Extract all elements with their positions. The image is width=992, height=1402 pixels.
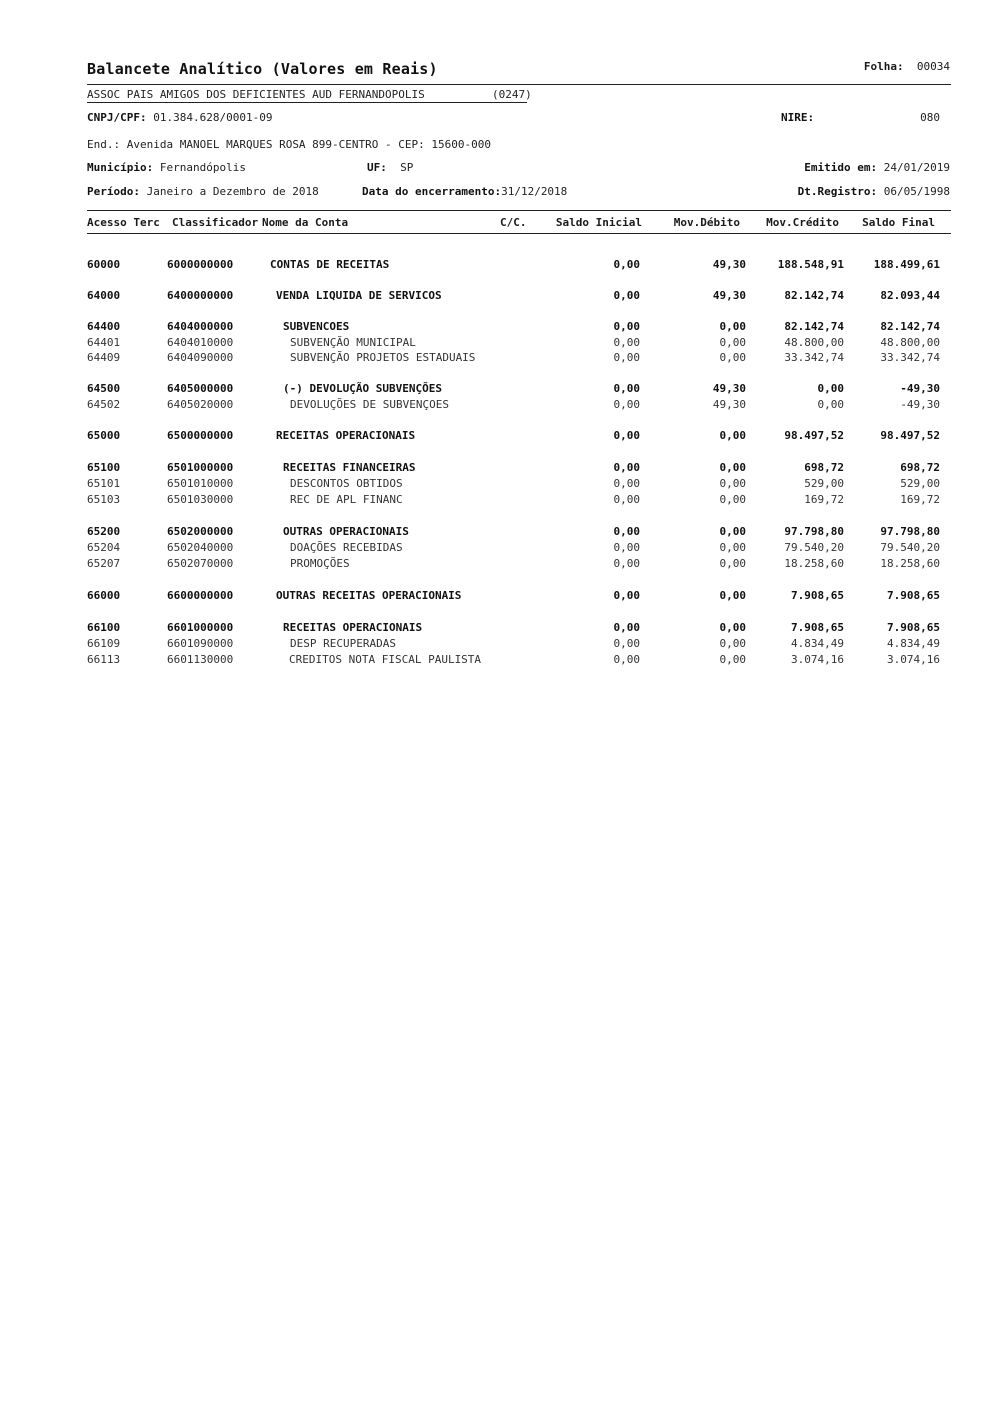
municipio-label: Município: — [87, 161, 154, 174]
registro-line — [798, 185, 950, 198]
municipio-line — [87, 161, 246, 174]
cell-acesso: 60000 — [87, 258, 121, 271]
table-rule-top — [87, 210, 951, 211]
table-row — [0, 525, 992, 541]
cell-mov-debito: 0,00 — [719, 653, 746, 666]
cell-mov-credito: 4.834,49 — [791, 637, 844, 650]
cell-mov-debito: 0,00 — [719, 320, 746, 333]
cell-nome: DESP RECUPERADAS — [290, 637, 396, 650]
cell-saldo-final: 7.908,65 — [887, 589, 940, 602]
table-row — [0, 429, 992, 445]
uf-label: UF: — [367, 161, 387, 174]
cell-classificador: 6404010000 — [167, 336, 234, 349]
cell-acesso: 64500 — [87, 382, 121, 395]
folha-value: 00034 — [916, 60, 950, 73]
cell-classificador: 6601090000 — [167, 637, 234, 650]
col-saldo-inicial: Saldo Inicial — [555, 216, 642, 229]
entity-code: (0247) — [492, 88, 532, 101]
cell-acesso: 65103 — [87, 493, 121, 506]
cell-nome: CREDITOS NOTA FISCAL PAULISTA — [289, 653, 482, 666]
cell-mov-debito: 0,00 — [719, 525, 746, 538]
address-label: End.: — [87, 138, 121, 151]
cell-classificador: 6601130000 — [167, 653, 234, 666]
cell-acesso: 65100 — [87, 461, 121, 474]
cell-acesso: 65200 — [87, 525, 121, 538]
cell-saldo-inicial: 0,00 — [613, 589, 640, 602]
folha-label: Folha: — [863, 60, 904, 73]
address-line — [87, 138, 491, 151]
cell-saldo-inicial: 0,00 — [613, 557, 640, 570]
cell-saldo-final: 98.497,52 — [880, 429, 940, 442]
table-row — [0, 637, 992, 653]
cell-nome: SUBVENÇÃO PROJETOS ESTADUAIS — [290, 351, 476, 364]
table-row — [0, 258, 992, 274]
cell-mov-debito: 0,00 — [719, 351, 746, 364]
cell-classificador: 6000000000 — [167, 258, 234, 271]
cell-classificador: 6600000000 — [167, 589, 234, 602]
cell-saldo-inicial: 0,00 — [613, 336, 640, 349]
uf-value: SP — [400, 161, 414, 174]
nire-value: 080 — [920, 111, 940, 124]
cell-mov-debito: 0,00 — [719, 557, 746, 570]
cell-mov-debito: 0,00 — [719, 541, 746, 554]
cell-classificador: 6501000000 — [167, 461, 234, 474]
cell-mov-debito: 0,00 — [719, 637, 746, 650]
cell-classificador: 6400000000 — [167, 289, 234, 302]
report-title: Balancete Analítico (Valores em Reais) — [87, 60, 438, 78]
table-row — [0, 320, 992, 336]
cell-saldo-inicial: 0,00 — [613, 382, 640, 395]
cell-acesso: 64502 — [87, 398, 121, 411]
emitido-label: Emitido em: — [804, 161, 878, 174]
cell-mov-credito: 7.908,65 — [791, 589, 844, 602]
cell-nome: RECEITAS OPERACIONAIS — [283, 621, 423, 634]
cell-mov-credito: 82.142,74 — [784, 289, 844, 302]
cell-classificador: 6500000000 — [167, 429, 234, 442]
cell-classificador: 6502070000 — [167, 557, 234, 570]
cell-nome: DEVOLUÇÕES DE SUBVENÇOES — [290, 398, 449, 411]
cell-saldo-inicial: 0,00 — [613, 461, 640, 474]
cell-saldo-inicial: 0,00 — [613, 493, 640, 506]
cell-acesso: 66100 — [87, 621, 121, 634]
cell-saldo-final: 18.258,60 — [880, 557, 940, 570]
cell-mov-credito: 48.800,00 — [784, 336, 844, 349]
encerramento-line — [362, 185, 567, 198]
cell-acesso: 66109 — [87, 637, 121, 650]
cell-saldo-inicial: 0,00 — [613, 289, 640, 302]
cell-nome: RECEITAS OPERACIONAIS — [276, 429, 416, 442]
cell-nome: DOAÇÕES RECEBIDAS — [290, 541, 403, 554]
emitido-line — [804, 161, 950, 174]
col-mov-debito: Mov.Débito — [673, 216, 740, 229]
table-row — [0, 289, 992, 305]
cell-mov-debito: 0,00 — [719, 589, 746, 602]
cell-acesso: 66113 — [87, 653, 121, 666]
col-saldo-final: Saldo Final — [862, 216, 935, 229]
cell-mov-credito: 7.908,65 — [791, 621, 844, 634]
nire-label: NIRE: — [781, 111, 815, 124]
cell-saldo-final: 3.074,16 — [887, 653, 940, 666]
cell-mov-credito: 18.258,60 — [784, 557, 844, 570]
table-row — [0, 398, 992, 414]
cell-saldo-inicial: 0,00 — [613, 320, 640, 333]
periodo-value: Janeiro a Dezembro de 2018 — [146, 185, 319, 198]
cnpj-line — [87, 111, 272, 124]
uf-line — [367, 161, 413, 174]
cell-saldo-inicial: 0,00 — [613, 398, 640, 411]
cell-saldo-final: -49,30 — [900, 398, 940, 411]
cell-saldo-final: 169,72 — [900, 493, 940, 506]
cell-mov-debito: 0,00 — [719, 477, 746, 490]
cell-nome: PROMOÇÕES — [290, 557, 350, 570]
table-row — [0, 477, 992, 493]
cell-mov-debito: 49,30 — [712, 258, 746, 271]
periodo-label: Período: — [87, 185, 140, 198]
cell-mov-debito: 49,30 — [712, 289, 746, 302]
cell-classificador: 6501030000 — [167, 493, 234, 506]
table-row — [0, 382, 992, 398]
entity-underline — [87, 102, 527, 103]
cell-saldo-inicial: 0,00 — [613, 637, 640, 650]
table-row — [0, 493, 992, 509]
cell-acesso: 64400 — [87, 320, 121, 333]
col-mov-credito: Mov.Crédito — [766, 216, 839, 229]
cnpj-label: CNPJ/CPF: — [87, 111, 147, 124]
cell-mov-debito: 49,30 — [712, 382, 746, 395]
cell-mov-debito: 0,00 — [719, 461, 746, 474]
cell-mov-credito: 169,72 — [804, 493, 844, 506]
cell-mov-debito: 0,00 — [719, 429, 746, 442]
col-cc: C/C. — [500, 216, 527, 229]
cell-classificador: 6404090000 — [167, 351, 234, 364]
cell-nome: SUBVENCOES — [283, 320, 350, 333]
cell-nome: RECEITAS FINANCEIRAS — [283, 461, 416, 474]
cell-mov-debito: 49,30 — [712, 398, 746, 411]
cell-classificador: 6502000000 — [167, 525, 234, 538]
header-rule-top — [87, 84, 951, 85]
cell-saldo-inicial: 0,00 — [613, 351, 640, 364]
cell-acesso: 65204 — [87, 541, 121, 554]
folha-info — [864, 60, 950, 73]
cell-saldo-final: 698,72 — [900, 461, 940, 474]
cell-nome: SUBVENÇÃO MUNICIPAL — [290, 336, 416, 349]
municipio-value: Fernandópolis — [159, 161, 246, 174]
encerramento-value: 31/12/2018 — [501, 185, 568, 198]
cell-saldo-final: 82.142,74 — [880, 320, 940, 333]
cell-classificador: 6502040000 — [167, 541, 234, 554]
cnpj-value: 01.384.628/0001-09 — [153, 111, 273, 124]
cell-mov-debito: 0,00 — [719, 336, 746, 349]
table-row — [0, 541, 992, 557]
cell-saldo-inicial: 0,00 — [613, 258, 640, 271]
cell-saldo-inicial: 0,00 — [613, 541, 640, 554]
cell-mov-credito: 79.540,20 — [784, 541, 844, 554]
cell-saldo-inicial: 0,00 — [613, 653, 640, 666]
entity-name: ASSOC PAIS AMIGOS DOS DEFICIENTES AUD FERNANDOPOLIS — [87, 88, 425, 101]
cell-nome: (-) DEVOLUÇÃO SUBVENÇÕES — [283, 382, 442, 395]
cell-classificador: 6405020000 — [167, 398, 234, 411]
cell-mov-credito: 698,72 — [804, 461, 844, 474]
cell-mov-credito: 82.142,74 — [784, 320, 844, 333]
cell-mov-credito: 98.497,52 — [784, 429, 844, 442]
emitido-value: 24/01/2019 — [883, 161, 950, 174]
cell-saldo-final: 48.800,00 — [880, 336, 940, 349]
cell-mov-credito: 529,00 — [804, 477, 844, 490]
cell-acesso: 65000 — [87, 429, 121, 442]
cell-classificador: 6601000000 — [167, 621, 234, 634]
registro-value: 06/05/1998 — [883, 185, 950, 198]
registro-label: Dt.Registro: — [797, 185, 878, 198]
cell-nome: DESCONTOS OBTIDOS — [290, 477, 403, 490]
cell-mov-credito: 3.074,16 — [791, 653, 844, 666]
table-row — [0, 557, 992, 573]
cell-classificador: 6405000000 — [167, 382, 234, 395]
cell-nome: OUTRAS RECEITAS OPERACIONAIS — [276, 589, 462, 602]
cell-nome: REC DE APL FINANC — [290, 493, 403, 506]
col-nome: Nome da Conta — [262, 216, 349, 229]
table-rule-bottom — [87, 233, 951, 234]
table-row — [0, 589, 992, 605]
periodo-line — [87, 185, 319, 198]
cell-saldo-final: 7.908,65 — [887, 621, 940, 634]
cell-acesso: 65207 — [87, 557, 121, 570]
cell-mov-credito: 33.342,74 — [784, 351, 844, 364]
cell-acesso: 64409 — [87, 351, 121, 364]
cell-mov-credito: 188.548,91 — [777, 258, 844, 271]
encerramento-label: Data do encerramento: — [362, 185, 502, 198]
cell-nome: CONTAS DE RECEITAS — [270, 258, 390, 271]
cell-mov-credito: 0,00 — [817, 382, 844, 395]
col-acesso: Acesso Terc — [87, 216, 160, 229]
address-value: Avenida MANOEL MARQUES ROSA 899-CENTRO - CEP: 15600-000 — [126, 138, 491, 151]
table-row — [0, 653, 992, 669]
cell-mov-credito: 0,00 — [817, 398, 844, 411]
cell-nome: OUTRAS OPERACIONAIS — [283, 525, 409, 538]
cell-acesso: 64401 — [87, 336, 121, 349]
col-classificador: Classificador — [172, 216, 259, 229]
cell-saldo-final: 79.540,20 — [880, 541, 940, 554]
cell-acesso: 65101 — [87, 477, 121, 490]
table-row — [0, 336, 992, 352]
cell-saldo-inicial: 0,00 — [613, 429, 640, 442]
cell-nome: VENDA LIQUIDA DE SERVICOS — [276, 289, 442, 302]
cell-acesso: 64000 — [87, 289, 121, 302]
table-row — [0, 621, 992, 637]
cell-saldo-inicial: 0,00 — [613, 621, 640, 634]
cell-classificador: 6501010000 — [167, 477, 234, 490]
cell-saldo-final: 4.834,49 — [887, 637, 940, 650]
cell-mov-debito: 0,00 — [719, 493, 746, 506]
cell-mov-credito: 97.798,80 — [784, 525, 844, 538]
cell-mov-debito: 0,00 — [719, 621, 746, 634]
cell-saldo-final: 97.798,80 — [880, 525, 940, 538]
cell-saldo-final: 529,00 — [900, 477, 940, 490]
cell-saldo-final: 188.499,61 — [873, 258, 940, 271]
cell-saldo-inicial: 0,00 — [613, 525, 640, 538]
cell-saldo-final: 82.093,44 — [880, 289, 940, 302]
cell-saldo-final: 33.342,74 — [880, 351, 940, 364]
cell-classificador: 6404000000 — [167, 320, 234, 333]
cell-saldo-final: -49,30 — [900, 382, 940, 395]
table-row — [0, 351, 992, 367]
cell-saldo-inicial: 0,00 — [613, 477, 640, 490]
cell-acesso: 66000 — [87, 589, 121, 602]
table-row — [0, 461, 992, 477]
